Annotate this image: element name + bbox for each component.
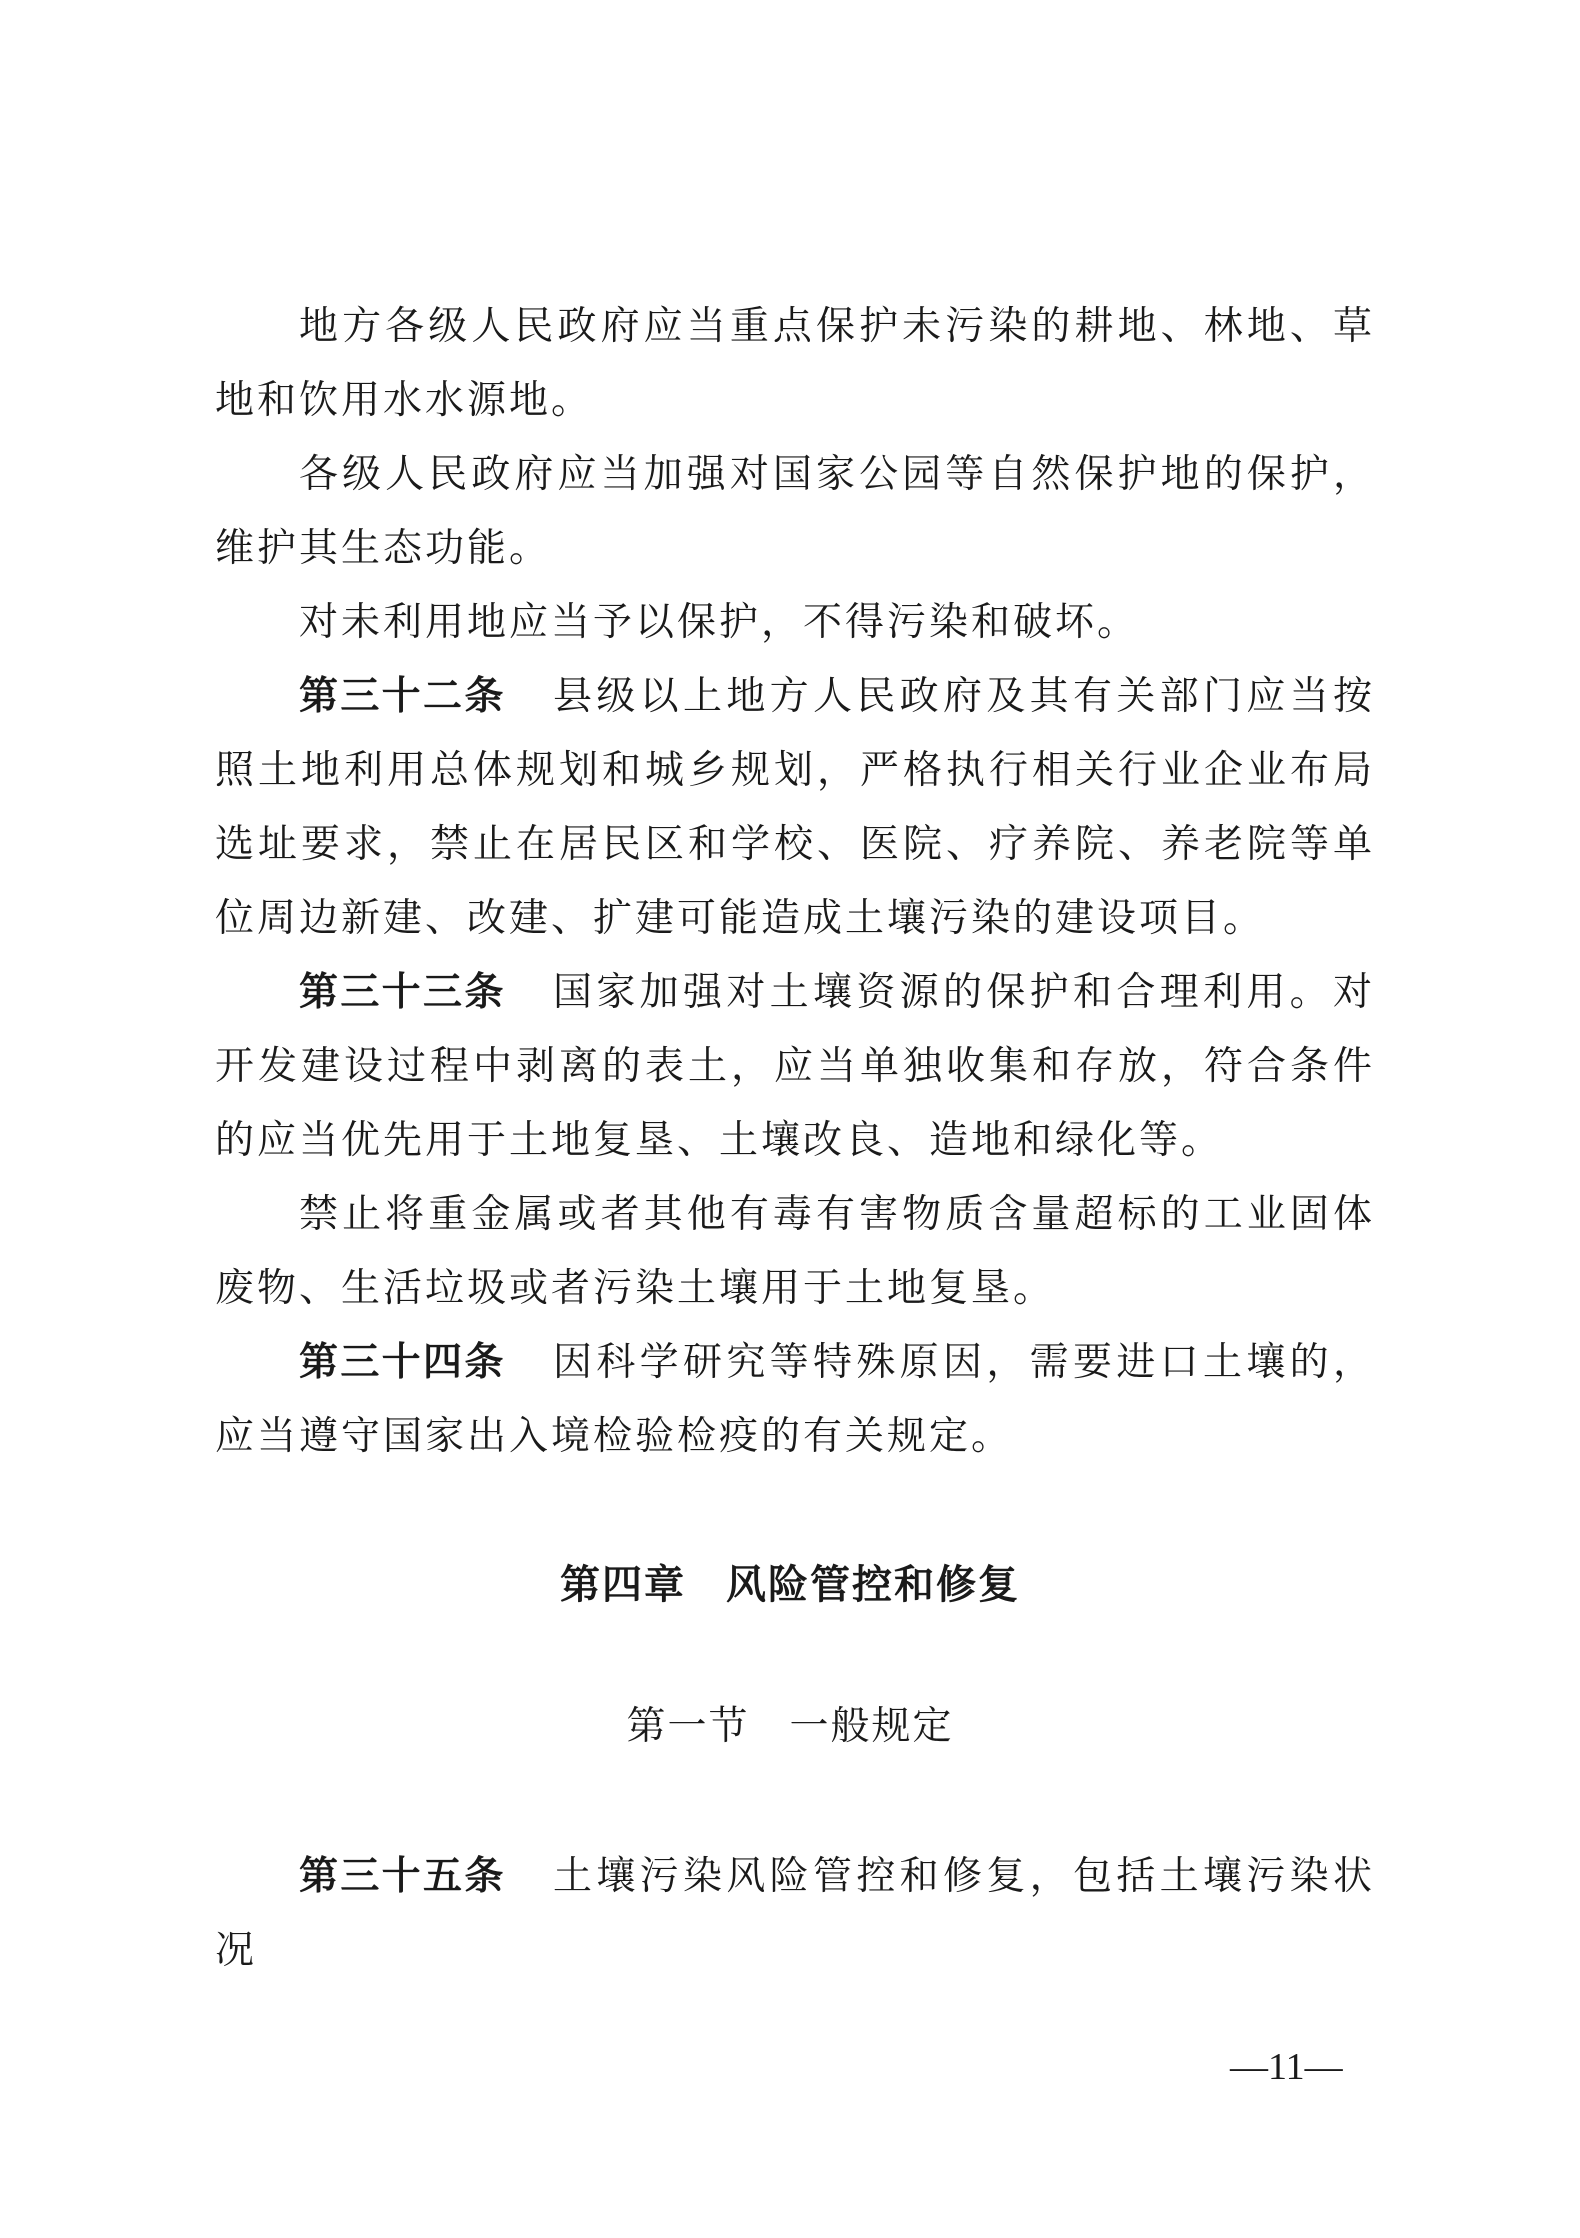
article-34-heading: 第三十四条 bbox=[299, 1340, 506, 1385]
article-32-text: 县级以上地方人民政府及其有关部门应当按照土地利用总体规划和城乡规划，严格执行相关行业企业布局选址要求，禁止在居民区和学校、医院、疗养院、养老院等单位周边新建、改建、扩建可能造成土壤污染的建设项目。 bbox=[215, 674, 1375, 941]
paragraph-1 bbox=[215, 290, 1375, 438]
article-33 bbox=[215, 956, 1375, 1178]
paragraph-3-text: 对未利用地应当予以保护，不得污染和破坏。 bbox=[299, 600, 1140, 645]
chapter-number: 第四章 bbox=[560, 1562, 686, 1608]
section-title bbox=[0, 1697, 1580, 1757]
body-text bbox=[215, 290, 1375, 1474]
article-34 bbox=[215, 1326, 1375, 1474]
article-35-heading: 第三十五条 bbox=[299, 1854, 506, 1899]
paragraph-6-text: 禁止将重金属或者其他有毒有害物质含量超标的工业固体废物、生活垃圾或者污染土壤用于土地复垦。 bbox=[215, 1192, 1375, 1311]
paragraph-1-text: 地方各级人民政府应当重点保护未污染的耕地、林地、草地和饮用水水源地。 bbox=[215, 304, 1375, 423]
article-33-text: 国家加强对土壤资源的保护和合理利用。对开发建设过程中剥离的表土，应当单独收集和存放，符合条件的应当优先用于土地复垦、土壤改良、造地和绿化等。 bbox=[215, 970, 1375, 1163]
chapter-name: 风险管控和修复 bbox=[726, 1562, 1020, 1608]
page-number: —11— bbox=[1230, 2046, 1343, 2088]
article-35-text: 土壤污染风险管控和修复，包括土壤污染状况 bbox=[215, 1854, 1375, 1973]
section-number: 第一节 bbox=[626, 1704, 750, 1749]
section-name: 一般规定 bbox=[789, 1704, 954, 1749]
body-text-continued bbox=[215, 1840, 1375, 1988]
paragraph-3 bbox=[215, 586, 1375, 660]
paragraph-6 bbox=[215, 1178, 1375, 1326]
article-34-text: 因科学研究等特殊原因，需要进口土壤的，应当遵守国家出入境检验检疫的有关规定。 bbox=[215, 1340, 1375, 1459]
chapter-title bbox=[0, 1555, 1580, 1615]
article-32 bbox=[215, 660, 1375, 956]
article-33-heading: 第三十三条 bbox=[299, 970, 506, 1015]
paragraph-2-text: 各级人民政府应当加强对国家公园等自然保护地的保护，维护其生态功能。 bbox=[215, 452, 1375, 571]
article-32-heading: 第三十二条 bbox=[299, 674, 506, 719]
article-35 bbox=[215, 1840, 1375, 1988]
paragraph-2 bbox=[215, 438, 1375, 586]
